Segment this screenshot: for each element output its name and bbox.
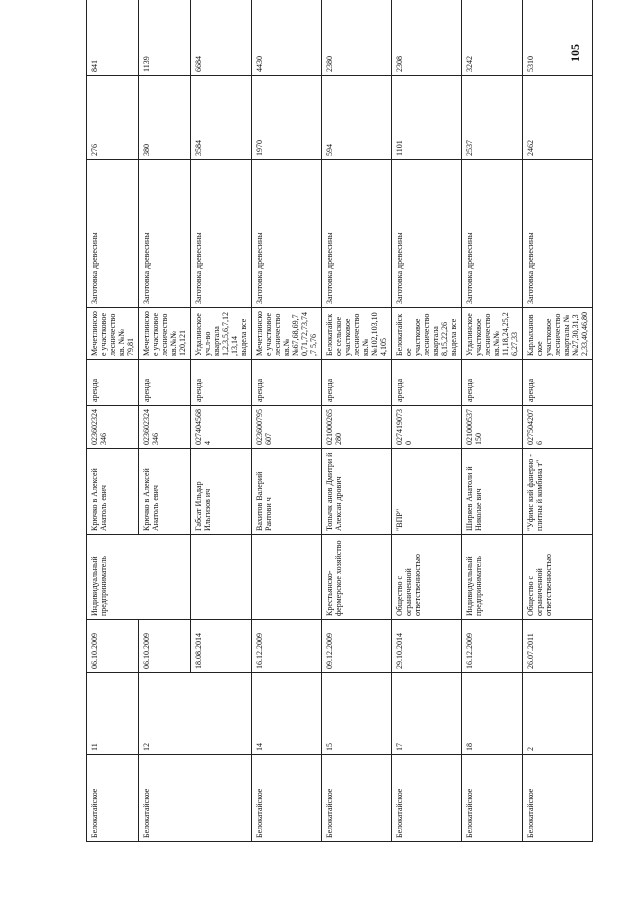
cell-purpose: Заготовка древесины	[87, 160, 139, 308]
cell-volume-2: 2308	[392, 0, 462, 76]
cell-basis: аренда	[139, 360, 191, 406]
cell-volume-1: 3584	[191, 76, 252, 160]
cell-volume-1: 2462	[523, 76, 593, 160]
cell-volume-2: 4430	[252, 0, 322, 76]
cell-basis: аренда	[462, 360, 523, 406]
cell-date: 18.08.2014	[191, 620, 252, 673]
cell-location: Белокатайское сельское участковое лесничество кв.№№102,103,104,105	[322, 308, 392, 360]
cell-purpose: Заготовка древесины	[462, 160, 523, 308]
cell-date: 16.12.2009	[462, 620, 523, 673]
cell-name: Ширяев Анатоли й Николае вич	[462, 449, 523, 535]
cell-number: 15	[322, 673, 392, 755]
cell-name: "Уфимс кий фанерно - плитны й комбина т"	[523, 449, 593, 535]
cell-number: 2	[523, 673, 593, 755]
cell-inn: 023602324 346	[139, 406, 191, 449]
cell-purpose: Заготовка древесины	[322, 160, 392, 308]
page-number: 105	[568, 44, 582, 62]
cell-org-form: Общество с ограниченной ответственностью	[392, 535, 462, 620]
cell-name: Топычк анов Дмитри й Алексан дрович	[322, 449, 392, 535]
cell-name: "ВПР"	[392, 449, 462, 535]
cell-location: Карлыхановское участковое лесничество кварталы №№27,30,31,32,33,40,46,80	[523, 308, 593, 360]
table-row	[523, 0, 593, 842]
cell-date: 06.10.2009	[139, 620, 191, 673]
cell-municipality: Белокатайское	[252, 755, 322, 842]
cell-municipality: Белокатайское	[87, 755, 139, 842]
cell-volume-2: 5310	[523, 0, 593, 76]
table-row	[462, 0, 523, 842]
cell-location: Мечетлинское участковое лесничество кв.№№ 120,121	[139, 308, 191, 360]
cell-purpose: Заготовка древесины	[523, 160, 593, 308]
cell-org-form	[191, 535, 252, 620]
cell-number: 14	[252, 673, 322, 755]
cell-volume-1: 1101	[392, 76, 462, 160]
cell-municipality: Белокатайское	[322, 755, 392, 842]
cell-number: 12	[139, 673, 252, 755]
table-row	[392, 0, 462, 842]
cell-purpose: Заготовка древесины	[252, 160, 322, 308]
table-row	[252, 0, 322, 842]
cell-location: Мечетлинское участковое лесничество кв. №№ 79,81	[87, 308, 139, 360]
cell-date: 26.07.2011	[523, 620, 593, 673]
cell-number: 11	[87, 673, 139, 755]
cell-volume-2: 3242	[462, 0, 523, 76]
cell-volume-1: 276	[87, 76, 139, 160]
cell-number: 18	[462, 673, 523, 755]
cell-inn: 023600795 607	[252, 406, 322, 449]
table-row	[87, 0, 139, 842]
rotated-table-container	[86, 2, 589, 842]
cell-basis: аренда	[87, 360, 139, 406]
forest-lease-table	[86, 0, 593, 842]
cell-volume-1: 2537	[462, 76, 523, 160]
cell-municipality: Белокатайское	[523, 755, 593, 842]
cell-org-form: Общество с ограниченной ответственностью	[523, 535, 593, 620]
cell-municipality: Белокатайское	[392, 755, 462, 842]
cell-inn: 027419073 0	[392, 406, 462, 449]
cell-municipality: Белокатайское	[462, 755, 523, 842]
cell-name: Крючко в Алексей Анатоль евич	[139, 449, 191, 535]
cell-volume-2: 841	[87, 0, 139, 76]
cell-basis: аренда	[322, 360, 392, 406]
cell-purpose: Заготовка древесины	[139, 160, 191, 308]
cell-volume-2: 2380	[322, 0, 392, 76]
cell-basis: аренда	[392, 360, 462, 406]
cell-name: Вахитов Валерий Рантови ч	[252, 449, 322, 535]
cell-org-form: Индивидуальный предприниматель	[87, 535, 191, 620]
cell-location: Угдалинское уч.л-во квартала 1,2,3,5,6,7,12,13,14 выдела все	[191, 308, 252, 360]
cell-date: 06.10.2009	[87, 620, 139, 673]
cell-basis: аренда	[252, 360, 322, 406]
cell-volume-2: 1139	[139, 0, 191, 76]
cell-volume-1: 1970	[252, 76, 322, 160]
cell-volume-2: 6684	[191, 0, 252, 76]
cell-name: Крючко в Алексей Анатоль евич	[87, 449, 139, 535]
cell-location: Угдалинское участковое лесничество кв.№№ 11,18,24,25,26,27,33	[462, 308, 523, 360]
cell-location: Белокатайское участковое лесничество квартала 8,15,22,26 выдела все	[392, 308, 462, 360]
cell-volume-1: 594	[322, 76, 392, 160]
cell-inn: 021000265 280	[322, 406, 392, 449]
cell-inn: 023602324 346	[87, 406, 139, 449]
cell-inn: 021000537 150	[462, 406, 523, 449]
cell-inn: 027504207 6	[523, 406, 593, 449]
cell-date: 09.12.2009	[322, 620, 392, 673]
table-row	[322, 0, 392, 842]
cell-org-form: Индивидуальный предприниматель	[462, 535, 523, 620]
cell-name: Габсат Ильдар Ильгизов ич	[191, 449, 252, 535]
table-row	[139, 0, 191, 842]
cell-org-form: Крестьянско-фермерское хозяйство	[322, 535, 392, 620]
cell-basis: аренда	[191, 360, 252, 406]
cell-volume-1: 380	[139, 76, 191, 160]
cell-date: 29.10.2014	[392, 620, 462, 673]
cell-org-form	[252, 535, 322, 620]
cell-basis: аренда	[523, 360, 593, 406]
cell-purpose: Заготовка древесины	[392, 160, 462, 308]
cell-inn: 027404568 4	[191, 406, 252, 449]
cell-location: Мечетлинское участковое лесничество кв.№№67,68,69,70,71,72,73,74,7 5,76	[252, 308, 322, 360]
cell-number: 17	[392, 673, 462, 755]
cell-date: 16.12.2009	[252, 620, 322, 673]
cell-municipality: Белокатайское	[139, 755, 252, 842]
cell-purpose: Заготовка древесины	[191, 160, 252, 308]
